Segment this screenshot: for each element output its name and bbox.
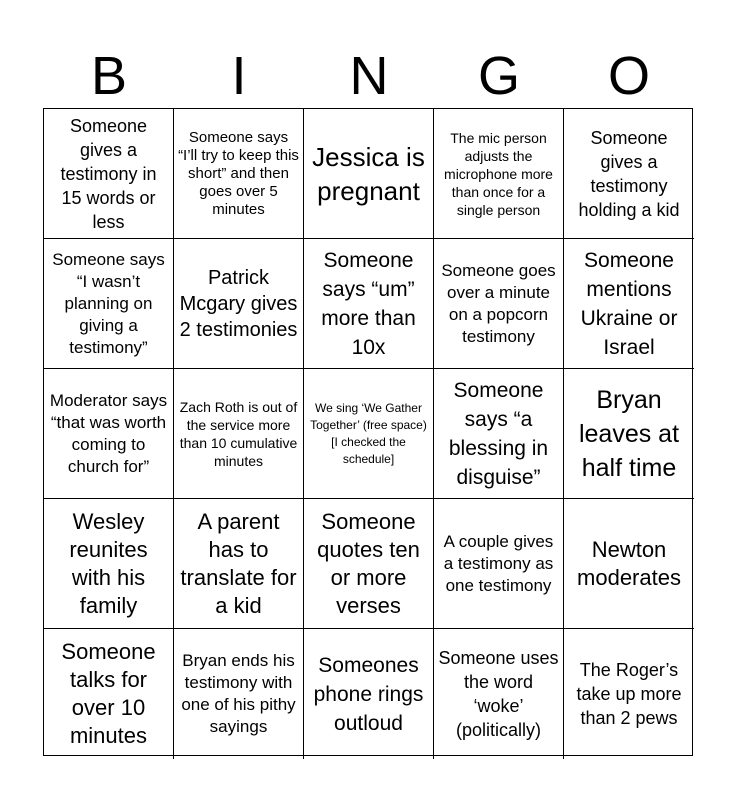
cell-text: Patrick Mcgary gives 2 testimonies <box>179 266 298 341</box>
cell-text: We sing ‘We Gather Together’ (free space)[I checked the schedule] <box>310 400 427 466</box>
bingo-cell <box>434 629 564 759</box>
bingo-cell <box>434 239 564 369</box>
cell-text: Bryan ends his testimony with one of his pithy sayings <box>181 651 296 736</box>
cell-text: Bryan leaves at half time <box>578 385 680 482</box>
bingo-cell <box>564 109 694 239</box>
cell-text: Someone mentions Ukraine or Israel <box>580 248 678 359</box>
bingo-cell <box>174 239 304 369</box>
bingo-cell <box>44 239 174 369</box>
cell-text: Someone says “um” more than 10x <box>321 248 416 359</box>
header-letter-i: I <box>231 46 247 106</box>
cell-text: Zach Roth is out of the service more than 10 cumulative minutes <box>179 398 298 469</box>
cell-text: Someone gives a testimony holding a kid <box>578 127 680 220</box>
bingo-cell <box>174 629 304 759</box>
bingo-cell <box>434 499 564 629</box>
bingo-cell <box>174 109 304 239</box>
cell-text: Someone goes over a minute on a popcorn testimony <box>441 260 556 346</box>
cell-text: Newton moderates <box>577 536 681 590</box>
cell-text: Someones phone rings outloud <box>313 653 424 735</box>
bingo-cell <box>564 629 694 759</box>
bingo-cell <box>434 109 564 239</box>
header-letter-o: O <box>607 46 650 106</box>
bingo-cell <box>304 369 434 499</box>
bingo-header <box>44 46 694 106</box>
bingo-cell <box>44 499 174 629</box>
bingo-cell <box>304 239 434 369</box>
bingo-cell <box>564 239 694 369</box>
cell-text: Wesley reunites with his family <box>69 508 148 618</box>
header-letter-b: B <box>90 46 128 106</box>
bingo-cell <box>434 369 564 499</box>
bingo-cell <box>44 109 174 239</box>
bingo-cell <box>304 109 434 239</box>
cell-text: Someone says “I wasn’t planning on giving a testimony” <box>52 249 165 357</box>
cell-text: Moderator says “that was worth coming to church for” <box>49 390 168 476</box>
cell-text: Someone gives a testimony in 15 words or less <box>60 115 157 232</box>
bingo-grid <box>43 108 693 756</box>
cell-text: The mic person adjusts the microphone more than once for a single person <box>444 129 553 218</box>
cell-text: A couple gives a testimony as one testimony <box>443 531 554 595</box>
bingo-cell <box>564 369 694 499</box>
cell-text: Someone says “I’ll try to keep this short” and then goes over 5 minutes <box>178 128 299 218</box>
bingo-cell <box>44 369 174 499</box>
cell-text: Someone quotes ten or more verses <box>317 508 420 618</box>
cell-text: Someone says “a blessing in disguise” <box>448 378 549 489</box>
bingo-cell <box>304 629 434 759</box>
cell-text: The Roger’s take up more than 2 pews <box>576 660 682 728</box>
cell-text: Someone uses the word ‘woke’ (politically) <box>438 648 559 740</box>
bingo-cell <box>564 499 694 629</box>
bingo-cell <box>174 499 304 629</box>
bingo-cell <box>44 629 174 759</box>
bingo-cell <box>174 369 304 499</box>
cell-text: Jessica is pregnant <box>312 141 425 206</box>
header-letter-g: G <box>477 46 520 106</box>
cell-text: A parent has to translate for a kid <box>180 508 297 618</box>
header-letter-n: N <box>349 46 389 106</box>
bingo-cell <box>304 499 434 629</box>
cell-text: Someone talks for over 10 minutes <box>61 639 156 748</box>
